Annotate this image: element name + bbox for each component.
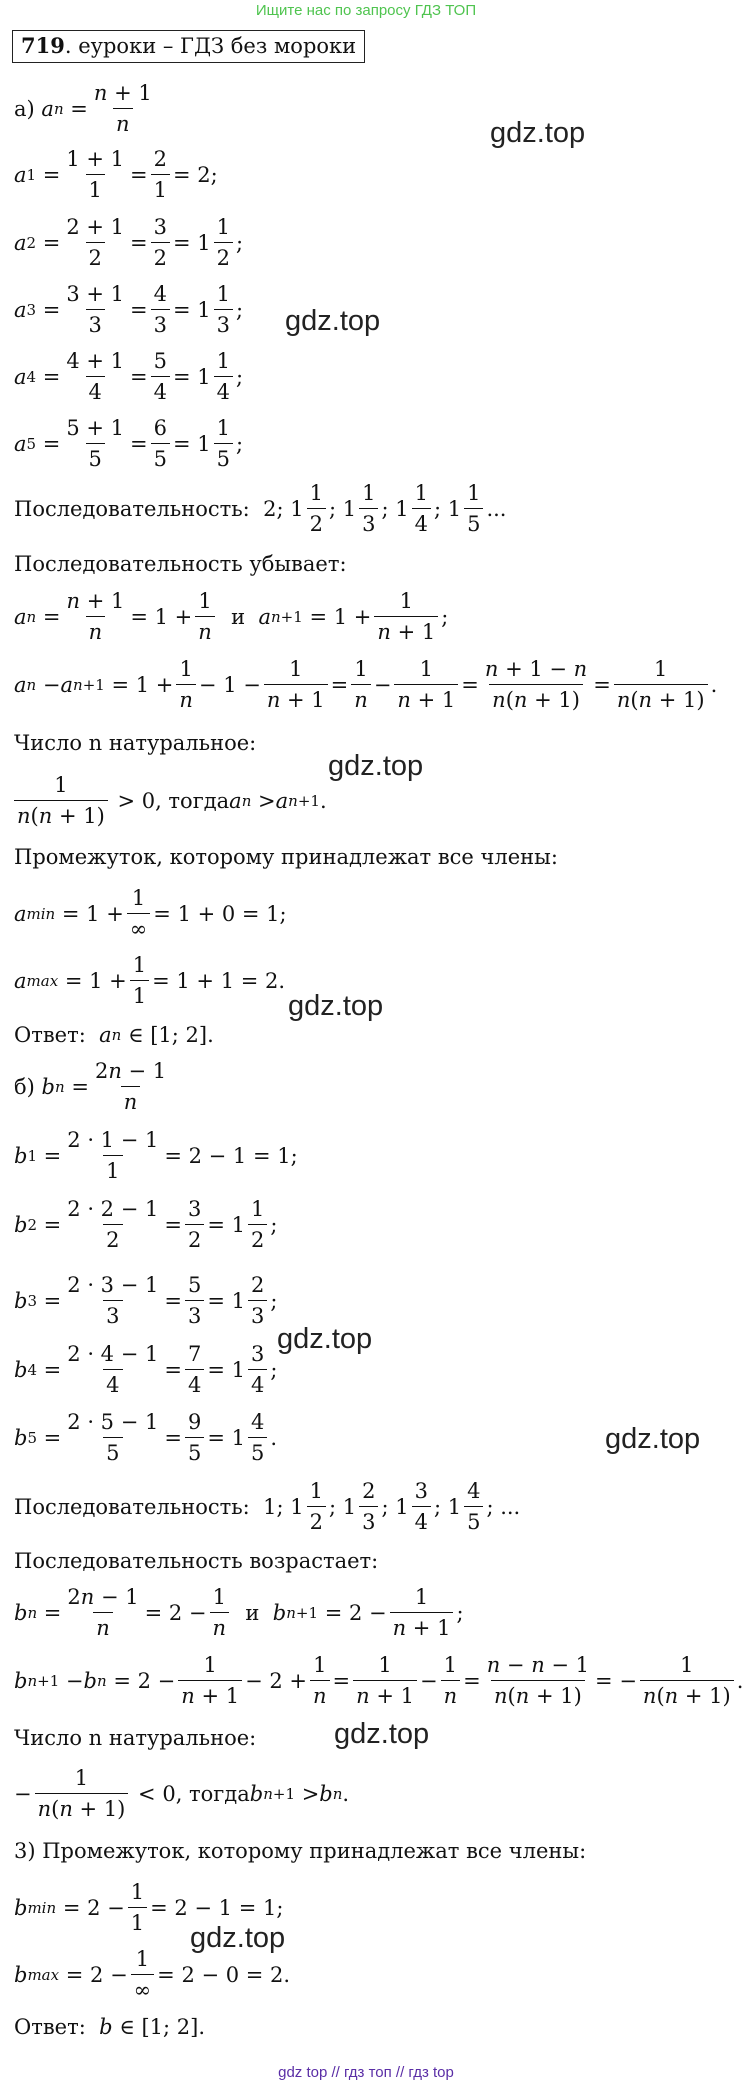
a-interval-text: Промежуток, которому принадлежат все члены: [14, 845, 558, 869]
a5-formula: a 5 = $\frac{5 + 1}{5}$ = $\frac{6}{5}$ = 1 $\frac{1}{5}$ ; [14, 416, 244, 471]
a-positive-statement: $\frac{1}{n(n + 1)}$ > 0 , тогда a n > a n+1 . [14, 772, 327, 829]
a-natural-label: Число n натуральное: [14, 731, 257, 755]
watermark: gdz.top [328, 750, 424, 782]
a-decreasing-text: Последовательность убывает: [14, 552, 347, 576]
b-n-and-next: b n = $\frac{2n - 1}{n}$ = 2 − $\frac{1}{n}$ и b n+1 = 2 − $\frac{1}{n + 1}$ ; [14, 1585, 464, 1640]
watermark: gdz.top [190, 1922, 286, 1954]
a4-formula: a 4 = $\frac{4 + 1}{4}$ = $\frac{5}{4}$ = 1 $\frac{1}{4}$ ; [14, 349, 244, 404]
b-sequence: Последовательность: 1; 1 $\frac{1}{2}$ ; 1 $\frac{2}{3}$ ; 1 $\frac{3}{4}$ ; 1 $\frac{4}{5}$ ; ... [14, 1479, 521, 1534]
watermark: gdz.top [288, 990, 384, 1022]
b-answer: Ответ: b ∈ [1; 2]. [14, 2015, 206, 2039]
watermark: gdz.top [285, 305, 381, 337]
b-min: b min = 2 − $\frac{1}{1}$ = 2 − 1 = 1; [14, 1880, 284, 1935]
b4-formula: b 4 = $\frac{2 \cdot 4 - 1}{4}$ = $\frac{7}{4}$ = 1 $\frac{3}{4}$ ; [14, 1342, 278, 1397]
b-sequence-label: Последовательность: [14, 1494, 250, 1519]
a-sequence: Последовательность: 2; 1 $\frac{1}{2}$ ; 1 $\frac{1}{3}$ ; 1 $\frac{1}{4}$ ; 1 $\frac{1}{5}$ ... [14, 481, 507, 536]
watermark: gdz.top [277, 1323, 373, 1355]
b-answer-label: Ответ: [14, 2015, 86, 2039]
exercise-number: 719 [21, 33, 65, 58]
a-answer-label: Ответ: [14, 1023, 86, 1047]
a-n-and-next: a n = $\frac{n + 1}{n}$ = 1 + $\frac{1}{n}$ и a n+1 = 1 + $\frac{1}{n + 1}$ ; [14, 589, 449, 644]
b-difference: b n+1 − b n = 2 − $\frac{1}{n + 1}$ − 2 + $\frac{1}{n}$ = $\frac{1}{n + 1}$ − $\frac{1}{n}$ = $\frac{n - n - 1}{n(n + 1)}$ = − $\frac{1}{n(n + 1)}$ . [14, 1653, 743, 1708]
a-max: a max = 1 + $\frac{1}{1}$ = 1 + 1 = 2. [14, 953, 286, 1008]
a1-formula: a 1 = $\frac{1 + 1}{1}$ = $\frac{2}{1}$ = 2; [14, 147, 218, 202]
a3-formula: a 3 = $\frac{3 + 1}{3}$ = $\frac{4}{3}$ = 1 $\frac{1}{3}$ ; [14, 282, 244, 337]
b-then-text: , тогда [175, 1781, 250, 1806]
b3-formula: b 3 = $\frac{2 \cdot 3 - 1}{3}$ = $\frac{5}{3}$ = 1 $\frac{2}{3}$ ; [14, 1273, 278, 1328]
a2-formula: a 2 = $\frac{2 + 1}{2}$ = $\frac{3}{2}$ = 1 $\frac{1}{2}$ ; [14, 215, 244, 270]
watermark: gdz.top [490, 117, 586, 149]
a-answer: Ответ: a n ∈ [1; 2]. [14, 1023, 214, 1047]
a-min: a min = 1 + $\frac{1}{\infty}$ = 1 + 0 = 1; [14, 886, 287, 941]
a-definition: а) a n = $\frac{n + 1}{n}$ [14, 81, 152, 136]
footer-links[interactable]: gdz top // гдз топ // гдз top [278, 2064, 454, 2081]
a-difference: a n − a n+1 = 1 + $\frac{1}{n}$ − 1 − $\frac{1}{n + 1}$ = $\frac{1}{n}$ − $\frac{1}{n + 1}$ = $\frac{n + 1 - n}{n(n + 1)}$ = $\frac{1}{n(n + 1)}$ . [14, 657, 718, 712]
b5-formula: b 5 = $\frac{2 \cdot 5 - 1}{5}$ = $\frac{9}{5}$ = 1 $\frac{4}{5}$ . [14, 1410, 278, 1465]
part-a-label: а) [14, 96, 35, 121]
a-then-text: , тогда [155, 788, 230, 813]
b-natural-text [14, 1726, 256, 1750]
b-natural-label: Число n натуральное: [14, 1726, 257, 1750]
b-max: b max = 2 − $\frac{1}{\infty}$ = 2 − 0 = 2. [14, 1947, 291, 2002]
b-increasing-text: Последовательность возрастает: [14, 1549, 379, 1573]
b2-formula: b 2 = $\frac{2 \cdot 2 - 1}{2}$ = $\frac{3}{2}$ = 1 $\frac{1}{2}$ ; [14, 1197, 278, 1252]
b1-formula: b 1 = $\frac{2 \cdot 1 - 1}{1}$ = 2 − 1 = 1; [14, 1128, 298, 1183]
a-natural-text [14, 731, 256, 755]
exercise-header [12, 30, 365, 63]
watermark: gdz.top [334, 1718, 430, 1750]
part-b-label: б) [14, 1074, 35, 1099]
a-sequence-label: Последовательность: [14, 496, 250, 521]
top-search-link[interactable]: Ищите нас по запросу ГДЗ ТОП [255, 2, 477, 19]
b-negative-statement: − $\frac{1}{n(n + 1)}$ < 0 , тогда b n+1 > b n . [14, 1766, 350, 1821]
exercise-header-text: . еуроки – ГДЗ без мороки [64, 34, 357, 58]
b-definition: б) b n = $\frac{2n - 1}{n}$ [14, 1059, 167, 1114]
b-interval-text: 3) Промежуток, которому принадлежат все члены: [14, 1839, 587, 1863]
watermark: gdz.top [605, 1423, 701, 1455]
